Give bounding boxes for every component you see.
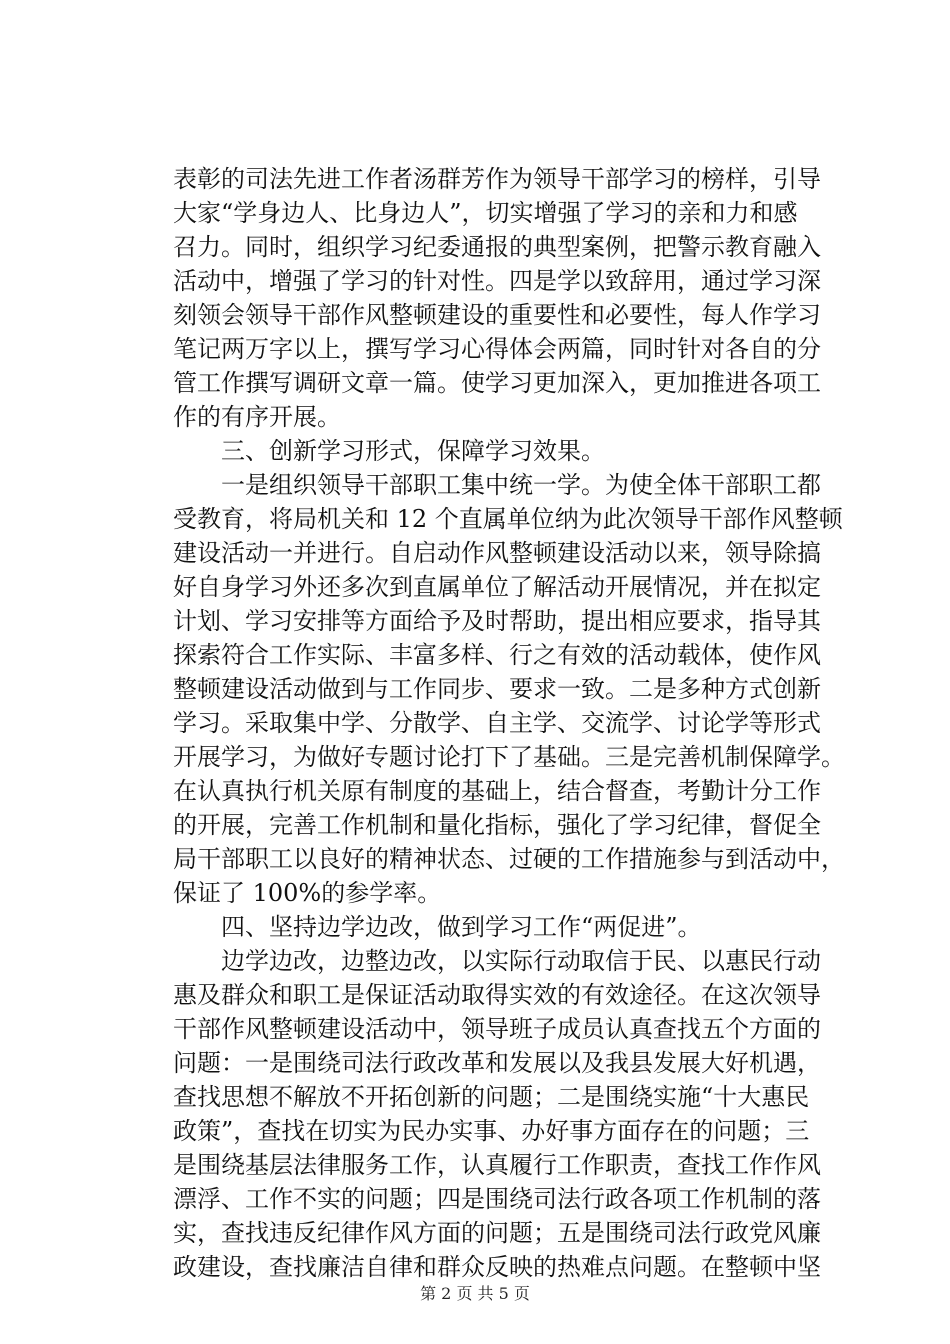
text-line: 是围绕基层法律服务工作，认真履行工作职责，查找工作作风 [173,1151,821,1179]
text-line: 好自身学习外还多次到直属单位了解活动开展情况，并在拟定 [173,573,821,601]
text-line: 查找思想不解放不开拓创新的问题；二是围绕实施“十大惠民 [173,1083,810,1111]
text-line: 探索符合工作实际、丰富多样、行之有效的活动载体，使作风 [173,641,821,669]
text-line: 漂浮、工作不实的问题；四是围绕司法行政各项工作机制的落 [173,1185,821,1213]
text-line: 保证了 100%的参学率。 [173,879,442,907]
page-footer: 第 2 页 共 5 页 [420,1284,530,1303]
text-line: 大家“学身边人、比身边人”，切实增强了学习的亲和力和感 [173,199,798,227]
text-line: 刻领会领导干部作风整顿建设的重要性和必要性，每人作学习 [173,301,821,329]
text-line: 建设活动一并进行。自启动作风整顿建设活动以来，领导除搞 [173,539,821,567]
text-line: 的开展，完善工作机制和量化指标，强化了学习纪律，督促全 [173,811,821,839]
text-line: 政建设，查找廉洁自律和群众反映的热难点问题。在整顿中坚 [173,1253,821,1281]
text-line: 惠及群众和职工是保证活动取得实效的有效途径。在这次领导 [173,981,821,1009]
text-line: 笔记两万字以上，撰写学习心得体会两篇，同时针对各自的分 [173,335,821,363]
text-line: 政策”，查找在切实为民办实事、办好事方面存在的问题；三 [173,1117,810,1145]
text-line: 计划、学习安排等方面给予及时帮助，提出相应要求，指导其 [173,607,821,635]
text-line: 干部作风整顿建设活动中，领导班子成员认真查找五个方面的 [173,1015,821,1043]
text-line: 管工作撰写调研文章一篇。使学习更加深入，更加推进各项工 [173,369,821,397]
text-line: 开展学习，为做好专题讨论打下了基础。三是完善机制保障学。 [173,743,845,771]
text-line: 活动中，增强了学习的针对性。四是学以致辞用，通过学习深 [173,267,821,295]
text-line: 四、坚持边学边改，做到学习工作“两促进”。 [221,913,702,941]
text-line: 表彰的司法先进工作者汤群芳作为领导干部学习的榜样，引导 [173,165,821,193]
text-line: 受教育，将局机关和 12 个直属单位纳为此次领导干部作风整顿 [173,505,843,533]
text-line: 边学边改，边整边改，以实际行动取信于民、以惠民行动 [221,947,821,975]
document-body [173,162,845,1284]
text-line: 问题：一是围绕司法行政改革和发展以及我县发展大好机遇， [173,1049,821,1077]
text-line: 一是组织领导干部职工集中统一学。为使全体干部职工都 [221,471,821,499]
text-line: 召力。同时，组织学习纪委通报的典型案例，把警示教育融入 [173,233,821,261]
text-line: 三、创新学习形式，保障学习效果。 [221,437,605,465]
text-line: 整顿建设活动做到与工作同步、要求一致。二是多种方式创新 [173,675,821,703]
text-line: 局干部职工以良好的精神状态、过硬的工作措施参与到活动中， [173,845,845,873]
text-line: 在认真执行机关原有制度的基础上，结合督查，考勤计分工作 [173,777,821,805]
text-line: 学习。采取集中学、分散学、自主学、交流学、讨论学等形式 [173,709,821,737]
text-line: 作的有序开展。 [173,403,341,431]
text-line: 实，查找违反纪律作风方面的问题；五是围绕司法行政党风廉 [173,1219,821,1247]
